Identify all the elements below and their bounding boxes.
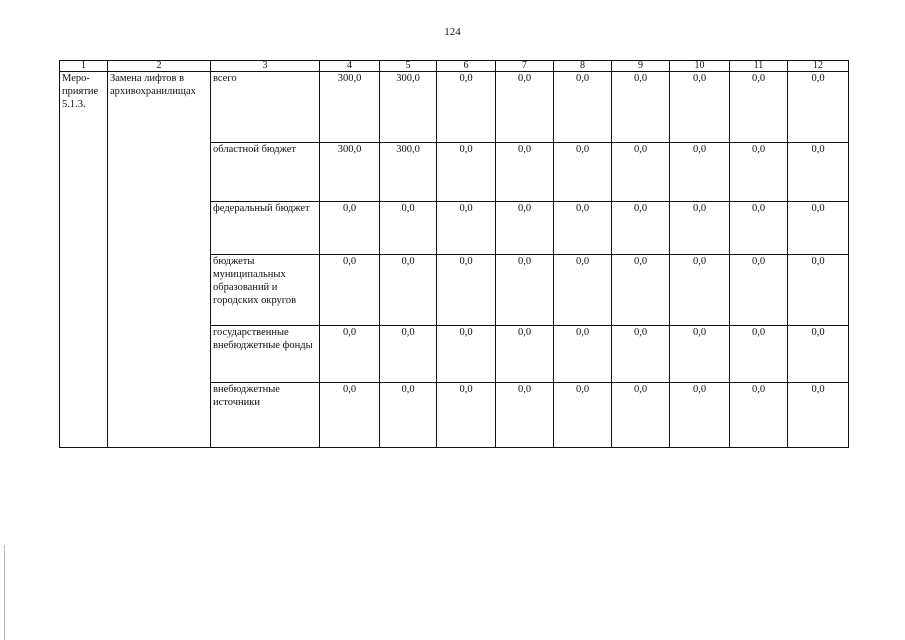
header-row: [60, 61, 849, 72]
value-cell: 0,0: [554, 202, 612, 255]
value-cell: 0,0: [612, 255, 670, 326]
funding-source: областной бюджет: [211, 143, 320, 202]
value-cell: 0,0: [670, 326, 730, 383]
funding-source: государственные внебюджетные фонды: [211, 326, 320, 383]
value-cell: 0,0: [380, 202, 437, 255]
column-header: 2: [108, 61, 211, 72]
value-cell: 0,0: [788, 383, 849, 448]
value-cell: 0,0: [730, 255, 788, 326]
column-header: 12: [788, 61, 849, 72]
funding-source: всего: [211, 72, 320, 143]
column-header: 4: [320, 61, 380, 72]
value-cell: 300,0: [320, 72, 380, 143]
value-cell: 0,0: [380, 383, 437, 448]
value-cell: 0,0: [496, 255, 554, 326]
scan-edge-line: [4, 545, 5, 640]
value-cell: 0,0: [788, 143, 849, 202]
value-cell: 0,0: [437, 326, 496, 383]
page-number: 124: [444, 26, 461, 38]
column-header: 6: [437, 61, 496, 72]
value-cell: 0,0: [496, 143, 554, 202]
value-cell: 0,0: [437, 255, 496, 326]
column-header: 3: [211, 61, 320, 72]
value-cell: 0,0: [612, 72, 670, 143]
value-cell: 0,0: [554, 72, 612, 143]
value-cell: 0,0: [496, 72, 554, 143]
value-cell: 0,0: [320, 383, 380, 448]
value-cell: 0,0: [554, 383, 612, 448]
value-cell: 0,0: [437, 202, 496, 255]
value-cell: 0,0: [788, 255, 849, 326]
value-cell: 0,0: [380, 255, 437, 326]
funding-source: федеральный бюджет: [211, 202, 320, 255]
value-cell: 0,0: [670, 383, 730, 448]
value-cell: 0,0: [612, 326, 670, 383]
value-cell: 0,0: [670, 202, 730, 255]
value-cell: 0,0: [612, 143, 670, 202]
value-cell: 0,0: [612, 383, 670, 448]
column-header: 1: [60, 61, 108, 72]
value-cell: 0,0: [554, 143, 612, 202]
value-cell: 0,0: [437, 72, 496, 143]
value-cell: 0,0: [496, 326, 554, 383]
value-cell: 0,0: [730, 202, 788, 255]
value-cell: 0,0: [380, 326, 437, 383]
value-cell: 300,0: [320, 143, 380, 202]
value-cell: 0,0: [554, 326, 612, 383]
value-cell: 0,0: [496, 383, 554, 448]
column-header: 7: [496, 61, 554, 72]
budget-table: [59, 60, 849, 448]
value-cell: 0,0: [437, 143, 496, 202]
value-cell: 0,0: [320, 255, 380, 326]
measure-name: Замена лифтов в архивохранилищах: [108, 72, 211, 448]
table-row: [60, 72, 849, 143]
value-cell: 0,0: [730, 383, 788, 448]
column-header: 11: [730, 61, 788, 72]
value-cell: 0,0: [320, 326, 380, 383]
value-cell: 0,0: [788, 72, 849, 143]
value-cell: 0,0: [670, 143, 730, 202]
value-cell: 0,0: [730, 326, 788, 383]
value-cell: 0,0: [788, 202, 849, 255]
value-cell: 0,0: [496, 202, 554, 255]
measure-code: Меро-приятие 5.1.3.: [60, 72, 108, 448]
value-cell: 0,0: [554, 255, 612, 326]
value-cell: 300,0: [380, 72, 437, 143]
value-cell: 0,0: [730, 72, 788, 143]
column-header: 9: [612, 61, 670, 72]
value-cell: 0,0: [320, 202, 380, 255]
value-cell: 0,0: [788, 326, 849, 383]
funding-source: бюджеты муниципальных образований и городских округов: [211, 255, 320, 326]
value-cell: 0,0: [437, 383, 496, 448]
value-cell: 0,0: [670, 255, 730, 326]
funding-source: внебюджетные источники: [211, 383, 320, 448]
value-cell: 300,0: [380, 143, 437, 202]
column-header: 8: [554, 61, 612, 72]
column-header: 5: [380, 61, 437, 72]
value-cell: 0,0: [612, 202, 670, 255]
value-cell: 0,0: [670, 72, 730, 143]
value-cell: 0,0: [730, 143, 788, 202]
column-header: 10: [670, 61, 730, 72]
